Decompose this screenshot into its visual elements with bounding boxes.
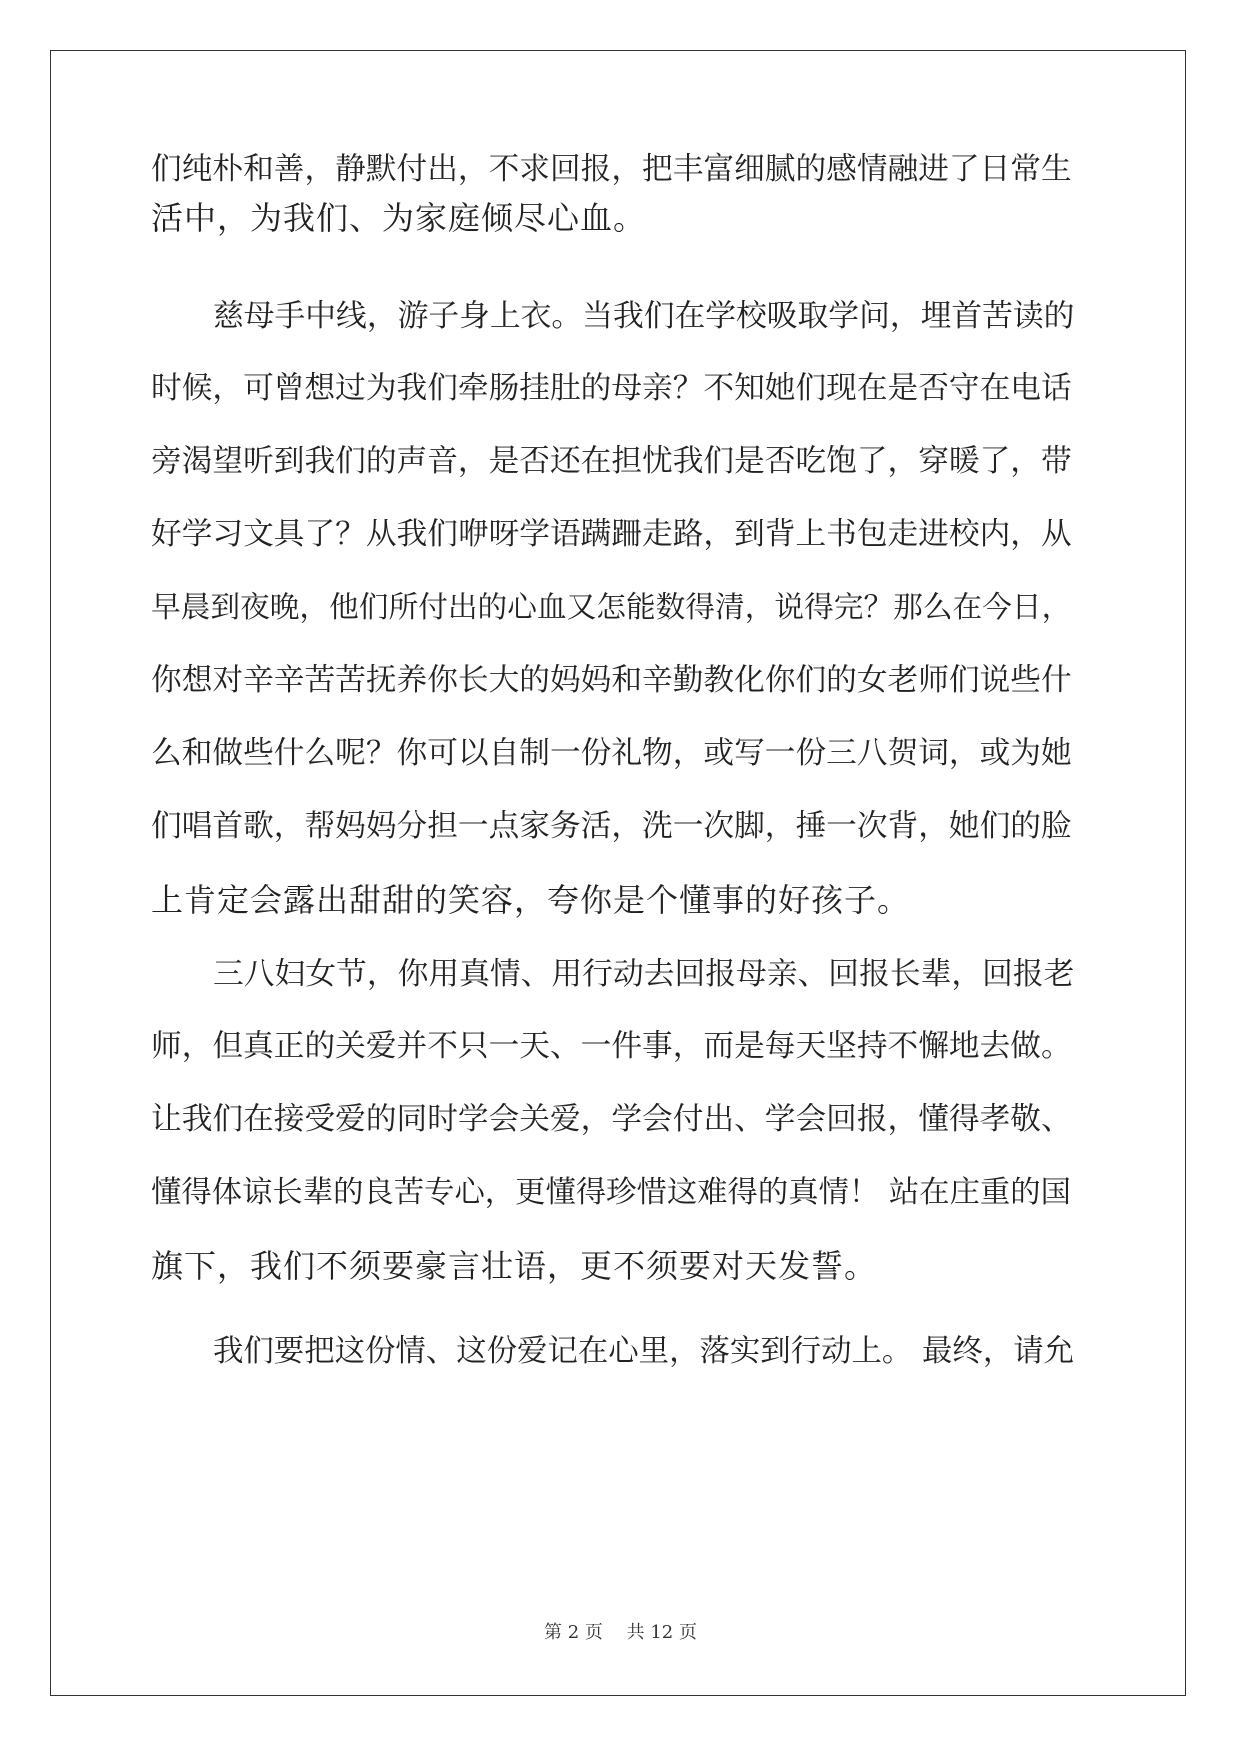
paragraph-line: 上肯定会露出甜甜的笑容，夸你是个懂事的好孩子。	[151, 881, 911, 919]
paragraph-line: 们纯朴和善，静默付出，不求回报，把丰富细腻的感情融进了日常生	[151, 152, 1072, 187]
page-number-footer: 第 2 页 共 12 页	[544, 1622, 697, 1643]
paragraph-line: 让我们在接受爱的同时学会关爱，学会付出、学会回报，懂得孝敬、	[151, 1102, 1072, 1137]
paragraph-line: 活中，为我们、为家庭倾尽心血。	[151, 199, 647, 237]
paragraph-line: 时候，可曾想过为我们牵肠挂肚的母亲？不知她们现在是否守在电话	[151, 371, 1072, 406]
paragraph-line: 你想对辛辛苦苦抚养你长大的妈妈和辛勤教化你们的女老师们说些什	[151, 663, 1072, 698]
paragraph-line: 早晨到夜晚，他们所付出的心血又怎能数得清，说得完？那么在今日，	[151, 590, 1072, 625]
paragraph-line: 旗下，我们不须要豪言壮语，更不须要对天发誓。	[151, 1247, 878, 1285]
paragraph-line: 慈母手中线，游子身上衣。当我们在学校吸取学问，埋首苦读的	[213, 298, 1075, 334]
paragraph-line: 好学习文具了？从我们咿呀学语蹒跚走路，到背上书包走进校内，从	[151, 517, 1072, 552]
paragraph-line: 师，但真正的关爱并不只一天、一件事，而是每天坚持不懈地去做。	[151, 1029, 1072, 1064]
paragraph-line: 们唱首歌，帮妈妈分担一点家务活，洗一次脚，捶一次背，她们的脸	[151, 809, 1072, 844]
paragraph-line: 懂得体谅长辈的良苦专心，更懂得珍惜这难得的真情！ 站在庄重的国	[151, 1175, 1071, 1210]
paragraph-line: 么和做些什么呢？你可以自制一份礼物，或写一份三八贺词，或为她	[151, 736, 1072, 771]
paragraph-line: 三八妇女节，你用真情、用行动去回报母亲、回报长辈，回报老	[213, 956, 1075, 992]
paragraph-line: 旁渴望听到我们的声音，是否还在担忧我们是否吃饱了，穿暖了，带	[151, 444, 1072, 479]
paragraph-line: 我们要把这份情、这份爱记在心里，落实到行动上。 最终，请允	[213, 1334, 1075, 1369]
